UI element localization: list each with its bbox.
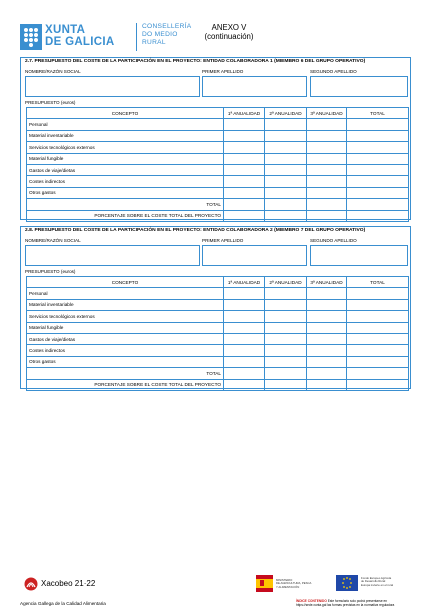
amount-cell[interactable] [307,379,347,390]
amount-cell[interactable] [265,311,307,322]
ministerio-line-3: Y ALIMENTACIÓN [276,584,300,589]
second-surname-label: SEGUNDO APELLIDO [310,238,357,243]
name-label: NOMBRE/RAZÓN SOCIAL [25,238,81,243]
amount-cell[interactable] [224,210,265,221]
concept-cell: Servicios tecnológicos externos [27,142,224,153]
amount-cell[interactable] [265,322,307,333]
section-title: 2.8. PRESUPUESTO DEL COSTE DE LA PARTICIPACIÓN EN EL PROYECTO: ENTIDAD COLABORADORA 2 (MIEMBRO 7 DEL GRUPO OPERATIVO) [25,228,366,233]
table-row [27,311,409,322]
table-row [27,130,409,141]
amount-cell[interactable] [307,345,347,356]
amount-cell[interactable] [347,210,409,221]
table-row [27,176,409,187]
eu-line-3: Europa invierte en el rural [361,582,394,587]
amount-cell[interactable] [307,299,347,310]
amount-cell[interactable] [265,176,307,187]
table-header-row [27,108,409,119]
xacobeo-shell-icon [24,577,38,591]
name-field[interactable] [25,76,200,97]
footnote-index-link[interactable]: ÍNDICE CONTENIDO [296,599,327,603]
header-separator [136,23,137,51]
amount-cell[interactable] [265,299,307,310]
table-row [27,356,409,367]
amount-cell[interactable] [307,142,347,153]
percent-label-cell: PORCENTAJE SOBRE EL COSTE TOTAL DEL PROYECTO [27,379,224,390]
percent-label-cell: PORCENTAJE SOBRE EL COSTE TOTAL DEL PROYECTO [27,210,224,221]
conselleria-line-1: CONSELLERÍA [142,23,192,30]
amount-cell[interactable] [265,210,307,221]
concept-cell: Material fungible [27,322,224,333]
amount-cell[interactable] [224,288,265,299]
xacobeo-logo [24,577,96,596]
anexo-title: ANEXO V [211,23,247,32]
table-percent-row [27,210,409,221]
first-surname-field[interactable] [202,76,307,97]
amount-cell[interactable] [307,164,347,175]
table-total-row [27,199,409,210]
ministerio-line-1: MINISTERIO [276,578,293,582]
amount-cell[interactable] [347,379,409,390]
concept-cell: Material inventariable [27,299,224,310]
first-surname-label: PRIMER APELLIDO [202,238,244,243]
amount-cell[interactable] [347,176,409,187]
amount-cell[interactable] [224,322,265,333]
first-surname-label: PRIMER APELLIDO [202,69,244,74]
concept-cell: Costes indirectos [27,345,224,356]
amount-cell[interactable] [347,322,409,333]
eu-flag-icon [336,575,358,591]
amount-cell[interactable] [347,164,409,175]
spain-coat-of-arms-icon [256,575,273,592]
amount-cell[interactable] [265,153,307,164]
conselleria-line-2: DO MEDIO [142,31,178,39]
table-row [27,299,409,310]
concept-cell: Personal [27,288,224,299]
budget-label: PRESUPUESTO (euros) [25,100,76,105]
section-collaborator-1 [20,57,411,220]
eu-line-1: Fondo Europeo Agrícola [361,576,392,580]
column-header: CONCEPTO [27,277,224,288]
footnote-line-1: Este formulario solo podrá presentarse en [326,599,388,603]
amount-cell[interactable] [224,130,265,141]
table-row [27,164,409,175]
concept-cell: Otros gastos [27,356,224,367]
amount-cell[interactable] [224,176,265,187]
amount-cell[interactable] [265,379,307,390]
table-row [27,119,409,130]
amount-cell[interactable] [224,299,265,310]
table-header-row [27,277,409,288]
amount-cell[interactable] [224,333,265,344]
column-header: TOTAL [347,277,409,288]
name-label: NOMBRE/RAZÓN SOCIAL [25,69,81,74]
column-header: 2ª ANUALIDAD [265,108,307,119]
amount-cell[interactable] [347,299,409,310]
amount-cell[interactable] [265,130,307,141]
brand-line-1: XUNTA [45,24,86,36]
amount-cell[interactable] [224,368,265,379]
amount-cell[interactable] [265,187,307,198]
concept-cell: Costes indirectos [27,176,224,187]
amount-cell[interactable] [224,153,265,164]
amount-cell[interactable] [307,176,347,187]
conselleria-name [142,23,191,48]
amount-cell[interactable] [347,142,409,153]
concept-cell: Gastos de viaje/dietas [27,164,224,175]
document-header [20,21,430,55]
amount-cell[interactable] [265,356,307,367]
amount-cell[interactable] [224,356,265,367]
amount-cell[interactable] [347,356,409,367]
amount-cell[interactable] [347,311,409,322]
amount-cell[interactable] [347,345,409,356]
name-field[interactable] [25,245,200,266]
table-total-row [27,368,409,379]
eu-fund-text [361,577,393,587]
xunta-cross-logo-icon [20,24,42,50]
budget-label: PRESUPUESTO (euros) [25,269,76,274]
concept-cell: Gastos de viaje/dietas [27,333,224,344]
column-header: 1ª ANUALIDAD [224,277,265,288]
amount-cell[interactable] [224,311,265,322]
footnote-line-2: https://sede.xunta.gal las formas previstas en la normativa reguladora [296,602,395,607]
conselleria-line-3: RURAL [142,39,166,47]
brand-line-2: DE GALICIA [45,36,115,48]
table-row [27,288,409,299]
amount-cell[interactable] [265,164,307,175]
concept-cell: Otros gastos [27,187,224,198]
amount-cell[interactable] [307,199,347,210]
amount-cell[interactable] [307,368,347,379]
second-surname-label: SEGUNDO APELLIDO [310,69,357,74]
amount-cell[interactable] [347,130,409,141]
amount-cell[interactable] [307,333,347,344]
xacobeo-text: Xacobeo 21·22 [41,579,96,588]
table-row [27,187,409,198]
amount-cell[interactable] [224,379,265,390]
table-row [27,142,409,153]
eu-line-2: de Desarrollo Rural: [361,579,386,584]
second-surname-field[interactable] [310,245,408,266]
amount-cell[interactable] [307,322,347,333]
xunta-brand-name [45,24,114,48]
amount-cell[interactable] [265,199,307,210]
amount-cell[interactable] [347,187,409,198]
amount-cell[interactable] [265,368,307,379]
amount-cell[interactable] [347,333,409,344]
amount-cell[interactable] [265,119,307,130]
table-row [27,322,409,333]
amount-cell[interactable] [347,153,409,164]
amount-cell[interactable] [307,119,347,130]
amount-cell[interactable] [307,210,347,221]
total-label-cell: TOTAL [27,368,224,379]
section-collaborator-2 [20,226,411,389]
amount-cell[interactable] [347,199,409,210]
column-header: 3ª ANUALIDAD [307,108,347,119]
column-header: 1ª ANUALIDAD [224,108,265,119]
amount-cell[interactable] [224,187,265,198]
column-header: CONCEPTO [27,108,224,119]
ministerio-name [276,579,311,589]
column-header: 3ª ANUALIDAD [307,277,347,288]
table-row [27,345,409,356]
amount-cell[interactable] [307,356,347,367]
budget-table [26,107,409,222]
amount-cell[interactable] [307,187,347,198]
column-header: 2ª ANUALIDAD [265,277,307,288]
concept-cell: Personal [27,119,224,130]
table-percent-row [27,379,409,390]
amount-cell[interactable] [224,119,265,130]
amount-cell[interactable] [307,130,347,141]
amount-cell[interactable] [307,153,347,164]
amount-cell[interactable] [224,345,265,356]
amount-cell[interactable] [224,164,265,175]
amount-cell[interactable] [307,311,347,322]
section-title: 2.7. PRESUPUESTO DEL COSTE DE LA PARTICIPACIÓN EN EL PROYECTO: ENTIDAD COLABORADORA 1 (MIEMBRO 6 DEL GRUPO OPERATIVO) [25,59,366,64]
amount-cell[interactable] [307,288,347,299]
concept-cell: Material fungible [27,153,224,164]
footnote [296,600,394,608]
amount-cell[interactable] [265,345,307,356]
anexo-heading [194,23,264,41]
amount-cell[interactable] [224,142,265,153]
amount-cell[interactable] [347,288,409,299]
amount-cell[interactable] [265,142,307,153]
agency-name: Agencia Gallega de la Calidad Alimentaria [20,601,106,606]
total-label-cell: TOTAL [27,199,224,210]
table-row [27,153,409,164]
table-row [27,333,409,344]
second-surname-field[interactable] [310,76,408,97]
first-surname-field[interactable] [202,245,307,266]
concept-cell: Servicios tecnológicos externos [27,311,224,322]
budget-table [26,276,409,391]
amount-cell[interactable] [265,288,307,299]
amount-cell[interactable] [265,333,307,344]
concept-cell: Material inventariable [27,130,224,141]
column-header: TOTAL [347,108,409,119]
amount-cell[interactable] [347,368,409,379]
ministerio-line-2: DE AGRICULTURA, PESCA [276,581,312,586]
amount-cell[interactable] [224,199,265,210]
amount-cell[interactable] [347,119,409,130]
anexo-subtitle: (continuación) [204,32,254,41]
